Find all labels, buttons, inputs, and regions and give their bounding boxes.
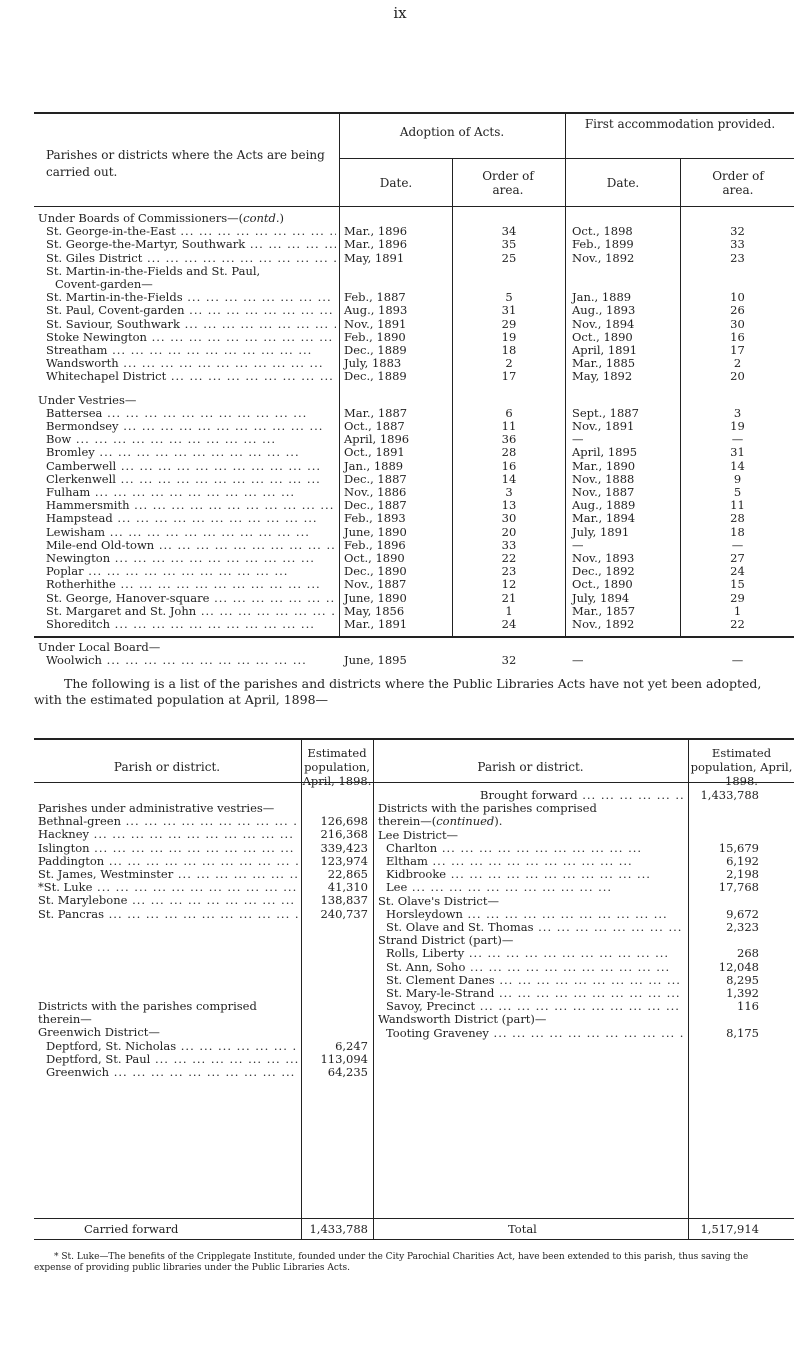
total-value: 1,517,914 <box>700 1222 759 1236</box>
row-name: St. Martin-in-the-Fields ... . <box>46 290 336 304</box>
adopt-date: Aug., 1893 <box>344 303 408 318</box>
left-row-value: 123,974 <box>320 853 368 868</box>
adopt-date: July, 1883 <box>344 356 402 371</box>
first-order: 16 <box>730 329 745 344</box>
right-row-value: 116 <box>737 999 759 1014</box>
carried-forward-label: Carried forward <box>84 1222 179 1236</box>
row-name: Battersea ... . <box>46 406 336 420</box>
adopt-order: 23 <box>501 564 517 579</box>
row-name: Bromley ... . <box>46 445 336 459</box>
first-date: Mar., 1885 <box>572 356 636 371</box>
adopt-date: April, 1896 <box>344 432 410 447</box>
adopt-order: 30 <box>501 511 517 526</box>
adopt-order: 24 <box>501 617 517 631</box>
right-row-name: St. Olave and St. Thomas ... . <box>386 920 684 934</box>
left-row-value: 339,423 <box>320 840 368 855</box>
adopt-order: 2 <box>505 356 513 371</box>
adopt-date: June, 1895 <box>344 653 407 668</box>
adopt-order: 35 <box>501 237 517 252</box>
right-row-name: Districts with the parishes comprised <box>378 801 597 816</box>
left-row-value: 41,310 <box>327 880 368 895</box>
row-name: Hammersmith ... . <box>46 498 336 512</box>
right-row-value: 12,048 <box>718 959 759 974</box>
adopt-date: Dec., 1889 <box>344 369 407 384</box>
row-name: St. Margaret and St. John ... . <box>46 604 336 618</box>
row-name: Shoreditch ... . <box>46 617 336 631</box>
first-date: Jan., 1889 <box>572 290 632 305</box>
adopt-order: 29 <box>501 316 517 331</box>
first-date: Nov., 1892 <box>572 250 635 265</box>
first-date: May, 1892 <box>572 369 633 384</box>
first-date: Oct., 1890 <box>572 577 633 592</box>
adopt-order: 6 <box>505 405 513 420</box>
first-date: Mar., 1890 <box>572 458 636 473</box>
first-date: Nov., 1894 <box>572 316 635 331</box>
adopt-order: 18 <box>501 343 517 357</box>
first-date: Sept., 1887 <box>572 405 639 420</box>
left-row-name: Bethnal-green ... . <box>38 814 298 828</box>
left-row-value: 113,094 <box>320 1051 368 1066</box>
first-order: 18 <box>730 524 745 539</box>
adopt-date: May, 1891 <box>344 250 405 265</box>
first-order: — <box>731 653 744 668</box>
row-name: Bermondsey ... . <box>46 419 336 433</box>
first-order: 28 <box>730 511 745 526</box>
left-row-name: *St. Luke ... . <box>38 880 298 894</box>
left-row-value: 216,368 <box>320 827 368 842</box>
adopt-order: 33 <box>501 537 517 552</box>
first-date: — <box>572 432 584 447</box>
row-name: Mile-end Old-town ... . <box>46 538 336 552</box>
first-order: 9 <box>733 471 742 486</box>
left-row-name: Hackney ... . <box>38 827 298 841</box>
adopt-order: 19 <box>501 329 517 344</box>
left-row-name: Deptford, St. Nicholas ... . <box>46 1039 298 1053</box>
first-date: Aug., 1889 <box>572 498 636 513</box>
adopt-order: 34 <box>501 224 517 239</box>
left-row-value: 138,837 <box>320 893 368 908</box>
first-date: July, 1891 <box>572 524 630 539</box>
right-row-name: St. Ann, Soho ... . <box>386 960 684 974</box>
first-order: 11 <box>730 498 745 513</box>
first-order: 32 <box>730 224 745 239</box>
first-order: 24 <box>730 564 745 579</box>
row-name: Wandsworth ... . <box>46 356 336 370</box>
header-adopt-date: Date. <box>379 176 413 190</box>
row-name: Poplar ... . <box>46 564 336 578</box>
left-row-name: St. Pancras ... . <box>38 907 298 921</box>
first-date: — <box>572 653 584 668</box>
left-row-name: Greenwich ... . <box>46 1065 298 1079</box>
right-row-value: 6,192 <box>726 854 759 868</box>
right-row-name: Tooting Graveney ... . <box>386 1026 684 1040</box>
adopt-order: 12 <box>501 577 517 592</box>
footnote: * St. Luke—The benefits of the Cripplegate Institute, founded under the City Parochial Charities Act, have been extended to this parish, thus saving the expense of providing public libraries under the Public Libraries Acts. <box>34 1252 749 1273</box>
adopt-order: 16 <box>501 458 517 473</box>
adopt-order: 14 <box>501 471 517 486</box>
first-order: 30 <box>730 316 745 331</box>
right-row-name: therein—(continued). <box>378 814 503 829</box>
first-date: Dec., 1892 <box>572 564 635 579</box>
adopt-date: Dec., 1887 <box>344 471 407 486</box>
adopt-date: Dec., 1887 <box>344 498 407 513</box>
header-parish-left: Parish or district. <box>113 760 221 774</box>
adopt-date: June, 1890 <box>344 590 407 605</box>
row-name: Streatham ... . <box>46 343 336 357</box>
first-date: July, 1894 <box>572 590 630 605</box>
left-row-value: 6,247 <box>335 1038 368 1053</box>
right-row-value: 8,175 <box>726 1025 759 1040</box>
adopt-order: 1 <box>505 603 513 618</box>
first-date: April, 1895 <box>572 445 638 460</box>
first-order: 19 <box>730 419 745 433</box>
right-row-value: 15,679 <box>718 840 759 855</box>
first-order: 27 <box>730 551 745 565</box>
header-parish-right: Parish or district. <box>477 760 584 774</box>
right-row-name: Rolls, Liberty ... . <box>386 946 684 960</box>
first-order: 5 <box>733 485 742 499</box>
first-order: 14 <box>730 458 745 473</box>
header-adoption: Adoption of Acts. <box>399 125 505 139</box>
right-row-name: St. Mary-le-Strand ... . <box>386 986 684 1000</box>
row-name: St. Saviour, Southwark ... . <box>46 317 336 331</box>
left-row-name: Paddington ... . <box>38 854 298 868</box>
header-adopt-order: Order of area. <box>482 169 534 197</box>
adopt-order: 3 <box>505 485 513 499</box>
right-row-name: Savoy, Precinct ... . <box>386 999 684 1013</box>
left-row-name: therein— <box>38 1012 92 1027</box>
right-row-name: Lee ... . <box>386 880 684 894</box>
left-row-name: St. James, Westminster ... . <box>38 867 298 881</box>
row-name: Fulham ... . <box>46 485 336 499</box>
right-row-name: Lee District— <box>378 827 459 842</box>
adopt-order: 32 <box>501 653 517 668</box>
adopt-order: 25 <box>501 250 517 265</box>
adopt-date: Nov., 1887 <box>344 577 407 592</box>
row-name: Woolwich ... . <box>46 653 336 667</box>
first-order: — <box>731 432 744 447</box>
right-row-value: 2,198 <box>726 867 759 882</box>
right-row-value: 1,433,788 <box>700 788 759 802</box>
row-name: St. Paul, Covent-garden ... . <box>46 303 336 317</box>
left-row-name: St. Marylebone ... . <box>38 893 298 907</box>
first-date: Mar., 1857 <box>572 603 636 618</box>
adopt-date: Mar., 1887 <box>344 405 408 420</box>
carried-forward-value: 1,433,788 <box>309 1222 368 1236</box>
first-date: Oct., 1898 <box>572 224 633 239</box>
adopt-date: Dec., 1889 <box>344 343 407 357</box>
adopt-date: June, 1890 <box>344 524 407 539</box>
left-row-name: Deptford, St. Paul ... . <box>46 1052 298 1066</box>
row-name: Lewisham ... . <box>46 525 336 539</box>
first-order: 31 <box>730 445 745 460</box>
first-date: Feb., 1899 <box>572 237 634 252</box>
row-name: Rotherhithe ... . <box>46 577 336 591</box>
row-name: St. Giles District ... . <box>46 251 336 265</box>
adopt-date: Mar., 1891 <box>344 617 408 631</box>
adopt-order: 5 <box>505 290 513 305</box>
first-date: Nov., 1891 <box>572 419 635 433</box>
header-first-accommodation: First accommodation provided. <box>584 117 776 131</box>
first-order: 10 <box>730 290 745 305</box>
first-date: Nov., 1887 <box>572 485 635 499</box>
adopt-order: 22 <box>501 551 517 565</box>
adopt-date: Feb., 1890 <box>344 329 406 344</box>
right-row-name: Eltham ... . <box>386 854 684 868</box>
section-title: Under Vestries— <box>38 392 137 407</box>
right-row-name: Kidbrooke ... . <box>386 867 684 881</box>
first-date: Aug., 1893 <box>572 303 636 318</box>
adopt-date: Nov., 1886 <box>344 485 407 499</box>
row-name: Camberwell ... . <box>46 459 336 473</box>
row-name: Clerkenwell ... . <box>46 472 336 486</box>
header-parishes: Parishes or districts where the Acts are being carried out. <box>46 148 325 179</box>
left-row-name: Parishes under administrative vestries— <box>38 801 275 815</box>
page-number: ix <box>393 4 407 22</box>
section-title: Under Local Board— <box>38 640 161 655</box>
right-row-name: Strand District (part)— <box>378 933 514 948</box>
row-name: Bow ... . <box>46 432 336 446</box>
first-date: Nov., 1888 <box>572 471 635 486</box>
first-order: 26 <box>730 303 745 318</box>
first-date: Mar., 1894 <box>572 511 636 526</box>
right-row-name: St. Clement Danes ... . <box>386 973 684 987</box>
right-row-value: 1,392 <box>726 986 759 1000</box>
first-date: April, 1891 <box>572 343 638 357</box>
right-row-value: 8,295 <box>726 972 759 987</box>
row-name: St. George-the-Martyr, Southwark ... . <box>46 237 336 251</box>
adopt-date: May, 1856 <box>344 603 405 618</box>
adopt-order: 36 <box>501 432 517 447</box>
first-order: 22 <box>730 617 745 631</box>
row-name: Stoke Newington ... . <box>46 330 336 344</box>
first-order: 2 <box>733 356 742 371</box>
first-date: Oct., 1890 <box>572 329 633 344</box>
adopt-date: Jan., 1889 <box>344 458 404 473</box>
first-order: 3 <box>733 405 742 420</box>
adopt-order: 28 <box>501 445 517 460</box>
first-order: 29 <box>730 590 745 605</box>
right-row-name: Brought forward ... . <box>480 788 684 802</box>
left-row-value: 64,235 <box>327 1065 368 1079</box>
left-row-value: 126,698 <box>320 814 368 829</box>
first-order: 17 <box>730 343 745 357</box>
adopt-date: Oct., 1891 <box>344 445 405 460</box>
first-order: 20 <box>730 369 745 384</box>
row-name: St. George, Hanover-square ... . <box>46 591 336 605</box>
total-label: Total <box>508 1222 537 1236</box>
right-row-value: 2,323 <box>726 920 759 934</box>
adopt-order: 13 <box>501 498 517 513</box>
row-name: Hampstead ... . <box>46 511 336 525</box>
adopt-order: 31 <box>501 303 517 318</box>
adopt-order: 20 <box>501 524 517 539</box>
left-row-name: Greenwich District— <box>38 1025 160 1040</box>
right-row-name: Wandsworth District (part)— <box>378 1012 547 1027</box>
right-row-value: 17,768 <box>718 880 759 895</box>
right-row-value: 9,672 <box>726 906 759 921</box>
adopt-date: Oct., 1890 <box>344 551 405 565</box>
row-name: St. Martin-in-the-Fields and St. Paul, <box>46 263 261 278</box>
row-name: Newington ... . <box>46 551 336 565</box>
first-order: 33 <box>730 237 745 252</box>
adopt-date: Feb., 1893 <box>344 511 406 526</box>
adopt-date: Mar., 1896 <box>344 237 408 252</box>
row-name: Covent-garden— <box>55 277 153 291</box>
adopt-date: Oct., 1887 <box>344 419 405 433</box>
left-row-name: Islington ... . <box>38 841 298 855</box>
left-row-value: 22,865 <box>327 867 368 881</box>
adopt-date: Dec., 1890 <box>344 564 407 579</box>
adopt-order: 21 <box>501 590 517 605</box>
adopt-date: Nov., 1891 <box>344 316 407 331</box>
section-title: Under Boards of Commissioners—(contd.) <box>38 211 285 225</box>
adopt-order: 11 <box>501 419 517 433</box>
first-order: — <box>731 537 744 552</box>
left-row-value: 240,737 <box>320 906 368 921</box>
header-first-date: Date. <box>606 176 640 190</box>
first-order: 1 <box>733 603 742 618</box>
row-name: Whitechapel District ... . <box>46 369 336 383</box>
left-row-name: Districts with the parishes comprised <box>38 999 257 1013</box>
row-name: St. George-in-the-East ... . <box>46 224 336 238</box>
right-row-name: Charlton ... . <box>386 841 684 855</box>
right-row-value: 268 <box>737 946 759 961</box>
header-population-right: Estimated population, April, 1898. <box>690 746 793 788</box>
right-row-name: St. Olave's District— <box>378 893 499 908</box>
first-date: Nov., 1892 <box>572 617 635 631</box>
header-population-left: Estimated population, April, 1898. <box>302 746 372 788</box>
adopt-date: Mar., 1896 <box>344 224 408 239</box>
intro-paragraph: The following is a list of the parishes and districts where the Public Libraries Acts have not yet been adopted, with the estimated population at April, 1898— <box>34 676 762 707</box>
adopt-date: Feb., 1887 <box>344 290 406 305</box>
first-order: 23 <box>730 250 745 265</box>
first-order: 15 <box>730 577 745 592</box>
right-row-name: Horsleydown ... . <box>386 907 684 921</box>
adopt-date: Feb., 1896 <box>344 537 406 552</box>
header-first-order: Order of area. <box>712 169 764 197</box>
adopt-order: 17 <box>501 369 517 384</box>
first-date: — <box>572 537 584 552</box>
first-date: Nov., 1893 <box>572 551 635 565</box>
